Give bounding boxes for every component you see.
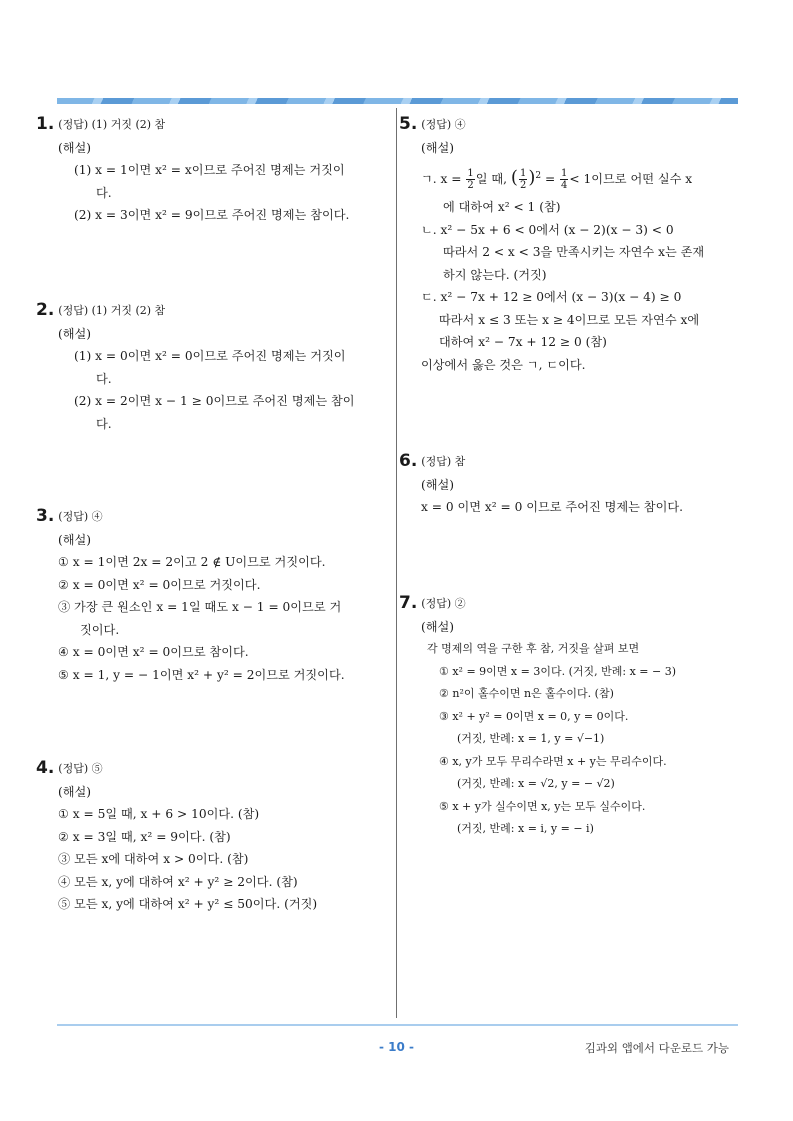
fraction-half-squared: $\frac{1}{2}$ [519,168,527,192]
solution-label: (해설) [58,784,92,799]
solution-line: ① x = 1이면 2x = 2이고 2 ∉ U이므로 거짓이다. [58,555,326,569]
solution-line: (2) x = 3이면 x² = 9이므로 주어진 명제는 참이다. [74,208,350,222]
solution-line: (2) x = 2이면 x − 1 ≥ 0이므로 주어진 명제는 참이 [74,394,355,408]
answer: (정답) 참 [421,455,466,468]
solution-line: (거짓, 반례: x = i, y = − i) [457,822,594,835]
answer: (정답) (1) 거짓 (2) 참 [58,118,166,131]
solution-line: 이상에서 옳은 것은 ㄱ, ㄷ이다. [421,357,586,372]
question-number: 2. [36,300,55,320]
question-4 [36,757,317,916]
solution-line: (1) x = 0이면 x² = 0이므로 주어진 명제는 거짓이 [74,349,346,363]
solution-line: (거짓, 반례: x = 1, y = √−1) [457,732,605,745]
question-6 [399,450,683,519]
question-number: 4. [36,758,55,778]
question-number: 6. [399,451,418,471]
footer-rule [57,1024,738,1026]
question-7 [399,592,676,841]
solution-line-fraction: ㄱ. x = $\frac{1}{2}$ 일 때, ( $\frac{1}{2}$ )$^2$ = $\frac{1}{4}$ < 1이므로 어떤 실수 x [421,167,693,192]
question-number: 7. [399,593,418,613]
answer: (정답) ⑤ [58,762,103,775]
solution-label: (해설) [58,532,92,547]
solution-line: 하지 않는다. (거짓) [443,267,547,282]
solution-line: ④ x = 0이면 x² = 0이므로 참이다. [58,645,249,659]
solution-label: (해설) [58,326,92,341]
solution-line: ① x² = 9이면 x = 3이다. (거짓, 반례: x = − 3) [439,664,676,678]
question-number: 5. [399,114,418,134]
download-note: 김과외 앱에서 다운로드 가능 [584,1041,729,1055]
solution-line: 따라서 2 < x < 3을 만족시키는 자연수 x는 존재 [443,245,705,260]
header-stripe [57,98,738,104]
solution-line: ② x = 0이면 x² = 0이므로 거짓이다. [58,577,261,592]
page-number: - 10 - [378,1040,414,1054]
question-1 [36,113,349,227]
answer: (정답) ④ [58,510,103,523]
solution-line: ① x = 5일 때, x + 6 > 10이다. (참) [58,807,260,821]
solution-line: (거짓, 반례: x = √2, y = − √2) [457,777,615,790]
solution-line: x = 0 이면 x² = 0 이므로 주어진 명제는 참이다. [421,500,684,514]
fraction-quarter: $\frac{1}{4}$ [561,168,568,192]
solution-line: ⑤ 모든 x, y에 대하여 x² + y² ≤ 50이다. (거짓) [58,897,318,911]
answer: (정답) ② [421,597,466,610]
question-5 [399,113,704,376]
answer: (정답) (1) 거짓 (2) 참 [58,304,166,317]
column-divider [396,108,397,1018]
solution-label: (해설) [58,140,92,155]
solution-line: ㄴ. x² − 5x + 6 < 0에서 (x − 2)(x − 3) < 0 [421,222,674,237]
solution-line: 대하여 x² − 7x + 12 ≥ 0 (참) [439,335,607,350]
solution-line: ③ 모든 x에 대하여 x > 0이다. (참) [58,852,249,866]
solution-line: 따라서 x ≤ 3 또는 x ≥ 4이므로 모든 자연수 x에 [439,312,700,327]
solution-line: 다. [96,185,112,200]
solution-label: (해설) [421,140,455,155]
question-2 [36,299,355,435]
solution-line: ⑤ x + y가 실수이면 x, y는 모두 실수이다. [439,799,646,813]
question-3 [36,505,345,686]
solution-line: ④ x, y가 모두 무리수라면 x + y는 무리수이다. [439,754,667,768]
solution-line: 각 명제의 역을 구한 후 참, 거짓을 살펴 보면 [427,642,640,655]
solution-line: ⑤ x = 1, y = − 1이면 x² + y² = 2이므로 거짓이다. [58,667,345,682]
solution-line: 다. [96,371,112,386]
solution-line: 다. [96,416,112,431]
question-number: 1. [36,114,55,134]
solution-line: 에 대하여 x² < 1 (참) [443,200,561,215]
solution-line: ② n²이 홀수이면 n은 홀수이다. (참) [439,687,614,700]
answer: (정답) ④ [421,118,466,131]
solution-label: (해설) [421,619,455,634]
solution-label: (해설) [421,477,455,492]
solution-line: (1) x = 1이면 x² = x이므로 주어진 명제는 거짓이 [74,163,345,177]
solution-line: 짓이다. [80,622,120,637]
fraction-half: $\frac{1}{2}$ [467,168,474,192]
solution-line: ② x = 3일 때, x² = 9이다. (참) [58,829,231,844]
question-number: 3. [36,506,55,526]
solution-line: ③ x² + y² = 0이면 x = 0, y = 0이다. [439,709,629,723]
solution-line: ③ 가장 큰 원소인 x = 1일 때도 x − 1 = 0이므로 거 [58,600,342,614]
solution-line: ④ 모든 x, y에 대하여 x² + y² ≥ 2이다. (참) [58,874,298,889]
solution-line: ㄷ. x² − 7x + 12 ≥ 0에서 (x − 3)(x − 4) ≥ 0 [421,290,682,305]
